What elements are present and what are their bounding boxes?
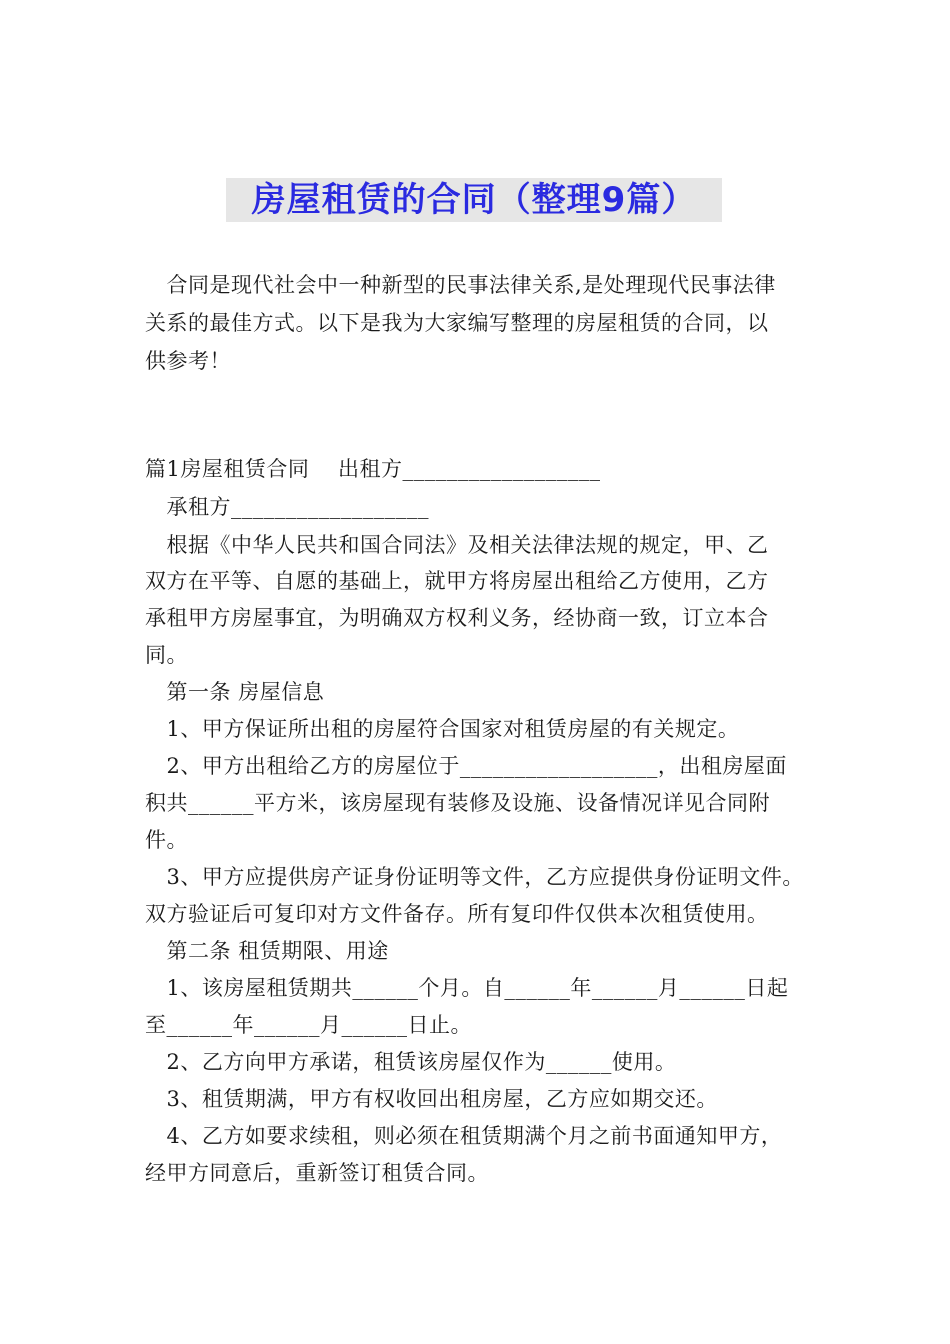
intro-line: 关系的最佳方式。以下是我为大家编写整理的房屋租赁的合同，以: [145, 311, 769, 335]
body-line: 至______年______月______日止。: [145, 1013, 472, 1037]
body-line: 经甲方同意后，重新签订租赁合同。: [145, 1161, 489, 1185]
body-line: 积共______平方米，该房屋现有装修及设施、设备情况详见合同附: [145, 791, 770, 815]
body-line: 根据《中华人民共和国合同法》及相关法律法规的规定，甲、乙: [145, 533, 769, 557]
intro-line: 供参考！: [145, 349, 231, 373]
body-line: 1、该房屋租赁期共______个月。自______年______月______日起: [145, 976, 789, 1000]
body-line: 4、乙方如要求续租，则必须在租赁期满个月之前书面通知甲方，: [145, 1124, 783, 1148]
section-heading: 篇1房屋租赁合同 出租方__________________: [145, 457, 601, 481]
intro-line: 合同是现代社会中一种新型的民事法律关系,是处理现代民事法律: [145, 273, 776, 297]
body-line: 2、甲方出租给乙方的房屋位于__________________，出租房屋面: [145, 754, 787, 778]
article-heading: 第一条 房屋信息: [145, 680, 325, 704]
document-title: 房屋租赁的合同（整理9篇）: [226, 178, 722, 222]
body-line: 双方在平等、自愿的基础上，就甲方将房屋出租给乙方使用，乙方: [145, 569, 769, 593]
body-line: 3、甲方应提供房产证身份证明等文件，乙方应提供身份证明文件。: [145, 865, 804, 889]
body-line: 1、甲方保证所出租的房屋符合国家对租赁房屋的有关规定。: [145, 717, 740, 741]
body-line: 承租方__________________: [145, 495, 430, 519]
body-line: 同。: [145, 643, 188, 667]
body-line: 双方验证后可复印对方文件备存。所有复印件仅供本次租赁使用。: [145, 902, 769, 926]
body-line: 2、乙方向甲方承诺，租赁该房屋仅作为______使用。: [145, 1050, 677, 1074]
body-line: 承租甲方房屋事宜，为明确双方权利义务，经协商一致，订立本合: [145, 606, 769, 630]
body-line: 件。: [145, 828, 188, 852]
body-line: 3、租赁期满，甲方有权收回出租房屋，乙方应如期交还。: [145, 1087, 718, 1111]
article-heading: 第二条 租赁期限、用途: [145, 939, 389, 963]
